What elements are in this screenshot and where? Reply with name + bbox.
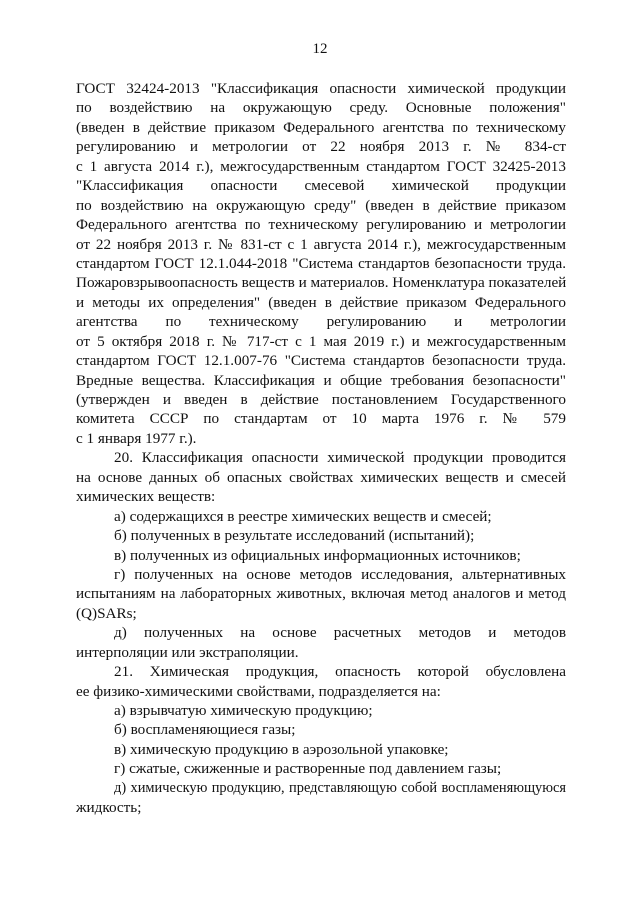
text-line: от 22 ноября 2013 г. № 831-ст с 1 августа 2014 г.), межгосударственным: [76, 235, 566, 253]
text-line: на основе данных об опасных свойствах химических веществ и смесей: [76, 468, 566, 486]
text-line: а) взрывчатую химическую продукцию;: [114, 702, 373, 719]
text-line: с 1 августа 2014 г.), межгосударственным стандартом ГОСТ 32425-2013: [76, 157, 566, 175]
text-line: химических веществ:: [76, 488, 216, 506]
text-line: б) полученных в результате исследований (испытаний);: [114, 527, 475, 545]
text-line: и методы их определения" (введен в действие приказом Федерального: [76, 293, 566, 311]
text-line: г) сжатые, сжиженные и растворенные под давлением газы;: [114, 760, 502, 778]
text-line: с 1 января 1977 г.).: [76, 429, 197, 447]
text-line: г) полученных на основе методов исследования, альтернативных: [114, 565, 566, 583]
text-line: в) полученных из официальных информационных источников;: [114, 546, 521, 564]
text-line: стандартом ГОСТ 12.1.007-76 "Система стандартов безопасности труда.: [76, 352, 566, 370]
text-line: по воздействию на окружающую среду. Основные положения": [76, 99, 566, 117]
text-line: 21. Химическая продукция, опасность которой обусловлена: [114, 663, 566, 681]
text-line: а) содержащихся в реестре химических веществ и смесей;: [114, 507, 492, 525]
text-line: "Классификация опасности смесевой химической продукции: [76, 177, 566, 195]
text-line: агентства по техническому регулированию и метрологии: [76, 313, 566, 331]
text-line: ГОСТ 32424-2013 "Классификация опасности химической продукции: [76, 80, 566, 97]
text-line: б) воспламеняющиеся газы;: [114, 721, 296, 739]
page-number: 12: [312, 41, 328, 57]
text-line: испытаниям на лабораторных животных, включая метод аналогов и метод: [76, 585, 566, 603]
text-line: жидкость;: [76, 799, 142, 817]
text-line: Федерального агентства по техническому регулированию и метрологии: [76, 216, 566, 234]
text-line: (утвержден и введен в действие постановлением Государственного: [76, 391, 566, 408]
text-line: комитета СССР по стандартам от 10 марта 1976 г. № 579: [76, 410, 566, 428]
text-line: интерполяции или экстраполяции.: [76, 643, 299, 661]
text-line: 20. Классификация опасности химической продукции проводится: [114, 449, 566, 467]
text-line: (введен в действие приказом Федерального агентства по техническому: [76, 118, 566, 136]
text-line: (Q)SARs;: [76, 604, 137, 622]
text-line: стандартом ГОСТ 12.1.044-2018 "Система стандартов безопасности труда.: [76, 254, 566, 272]
text-line: д) химическую продукцию, представляющую собой воспламеняющуюся: [114, 779, 566, 796]
text-line: Вредные вещества. Классификация и общие требования безопасности": [76, 371, 566, 389]
text-line: Пожаровзрывоопасность веществ и материалов. Номенклатура показателей: [76, 274, 567, 292]
text-line: ее физико-химическими свойствами, подразделяется на:: [76, 682, 441, 700]
text-line: в) химическую продукцию в аэрозольной упаковке;: [114, 740, 449, 758]
text-line: от 5 октября 2018 г. № 717-ст с 1 мая 2019 г.) и межгосударственным: [76, 332, 566, 350]
text-line: д) полученных на основе расчетных методов и методов: [114, 624, 566, 642]
document-body: [76, 79, 566, 818]
text-line: по воздействию на окружающую среду" (введен в действие приказом: [76, 196, 566, 214]
text-line: регулированию и метрологии от 22 ноября 2013 г. № 834-ст: [76, 138, 566, 156]
